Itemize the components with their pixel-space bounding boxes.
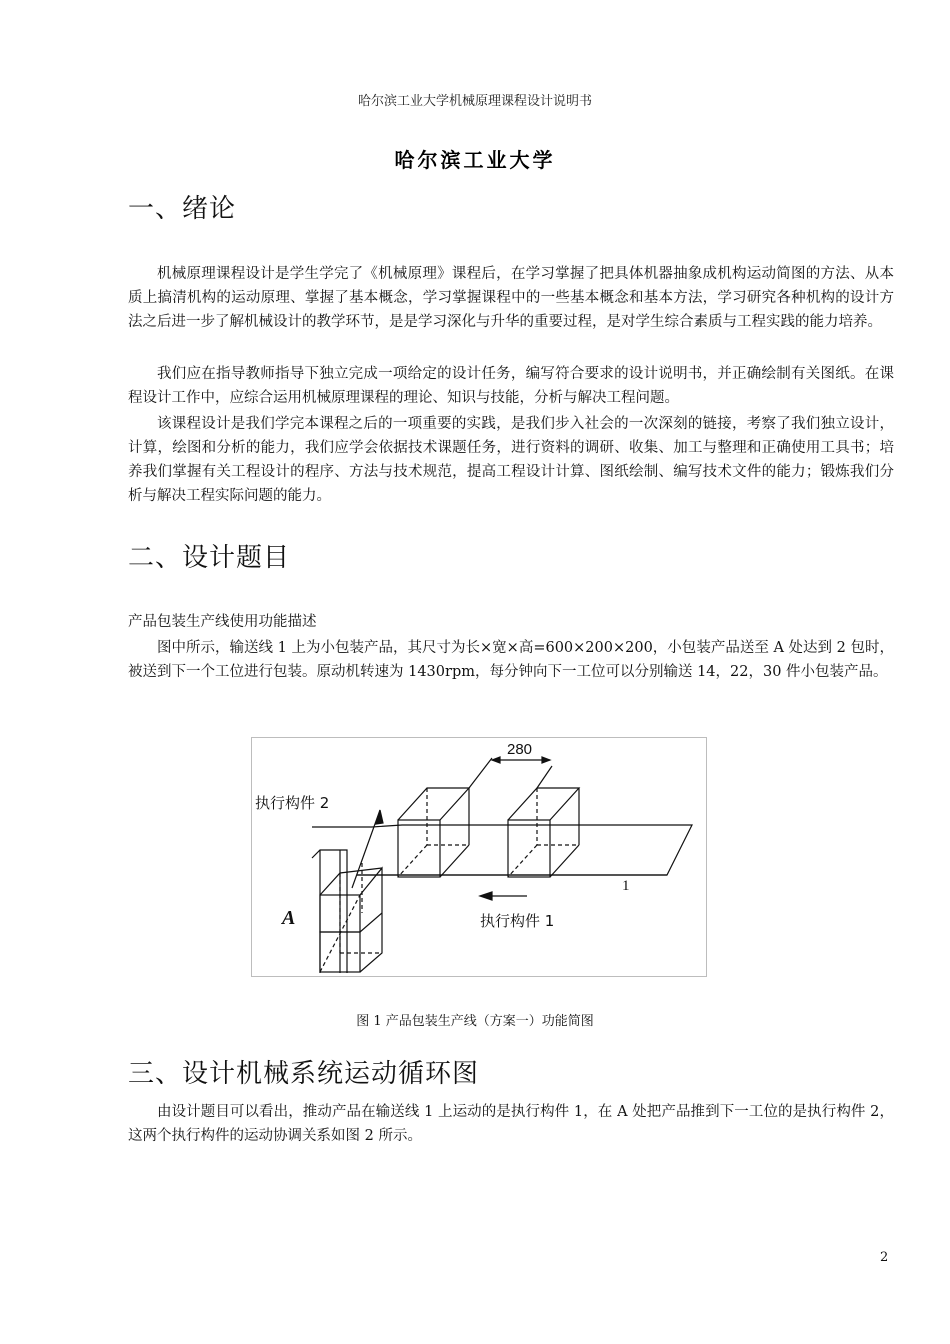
product-box-2-hidden <box>508 788 579 877</box>
stacked-products-a <box>320 868 382 972</box>
actuator-2-arrow <box>352 810 383 888</box>
conveyor-number-label: 1 <box>622 878 630 894</box>
section2-paragraph: 图中所示，输送线 1 上为小包装产品，其尺寸为长×宽×高=600×200×200，小包装产品送至 A 处达到 2 包时，被送到下一个工位进行包装。原动机转速为 1430rpm，每分钟向下一工位可以分别输送 14，22，30 件小包装产品。 <box>128 640 894 680</box>
section3-paragraph: 由设计题目可以看出，推动产品在输送线 1 上运动的是执行构件 1，在 A 处把产品推到下一工位的是执行构件 2，这两个执行构件的运动协调关系如图 2 所示。 <box>128 1104 894 1144</box>
section1-paragraph-3: 该课程设计是我们学完本课程之后的一项重要的实践，是我们步入社会的一次深刻的链接，考察了我们独立设计，计算，绘图和分析的能力，我们应学会依据技术课题任务，进行资料的调研、收集、加工与整理和正确使用工具书；培养我们掌握有关工程设计的程序、方法与技术规范，提高工程设计计算、图纸绘制、编写技术文件的能力；锻炼我们分析与解决工程实际问题的能力。 <box>128 416 894 504</box>
university-title: 哈尔滨工业大学 <box>394 148 556 172</box>
conveyor-diagram-svg <box>252 738 706 976</box>
product-box-2 <box>508 788 579 877</box>
section1-heading: 一、绪论 <box>128 194 237 224</box>
dimension-line <box>469 757 552 788</box>
figure-1-caption: 图 1 产品包装生产线（方案一）功能简图 <box>356 1014 594 1029</box>
running-header: 哈尔滨工业大学机械原理课程设计说明书 <box>357 94 592 109</box>
section2-subtitle: 产品包装生产线使用功能描述 <box>128 614 317 630</box>
figure-1-diagram <box>251 737 707 977</box>
pusher-plate <box>312 850 347 973</box>
section1-paragraph-1: 机械原理课程设计是学生学完了《机械原理》课程后，在学习掌握了把具体机器抽象成机构运动简图的方法、从本质上搞清机构的运动原理、掌握了基本概念，学习掌握课程中的一些基本概念和基本方法，学习研究各种机构的设计方法之后进一步了解机械设计的教学环节，是是学习深化与升华的重要过程，是对学生综合素质与工程实践的能力培养。 <box>128 266 894 330</box>
product-box-1 <box>398 788 469 877</box>
dimension-label: 280 <box>507 741 533 758</box>
actuator-1-label: 执行构件 1 <box>480 912 555 930</box>
section1-paragraph-2: 我们应在指导教师指导下独立完成一项给定的设计任务，编写符合要求的设计说明书，并正确绘制有关图纸。在课程设计工作中，应综合运用机械原理课程的理论、知识与技能，分析与解决工程问题。 <box>128 366 894 406</box>
page-number: 2 <box>880 1250 889 1265</box>
actuator-2-label: 执行构件 2 <box>255 794 330 812</box>
section2-heading: 二、设计题目 <box>128 543 291 573</box>
actuator-1-arrow <box>480 892 527 900</box>
product-box-1-hidden <box>398 788 469 877</box>
position-a-label: A <box>282 907 296 929</box>
section3-heading: 三、设计机械系统运动循环图 <box>128 1059 480 1089</box>
conveyor-belt-top <box>312 825 692 875</box>
